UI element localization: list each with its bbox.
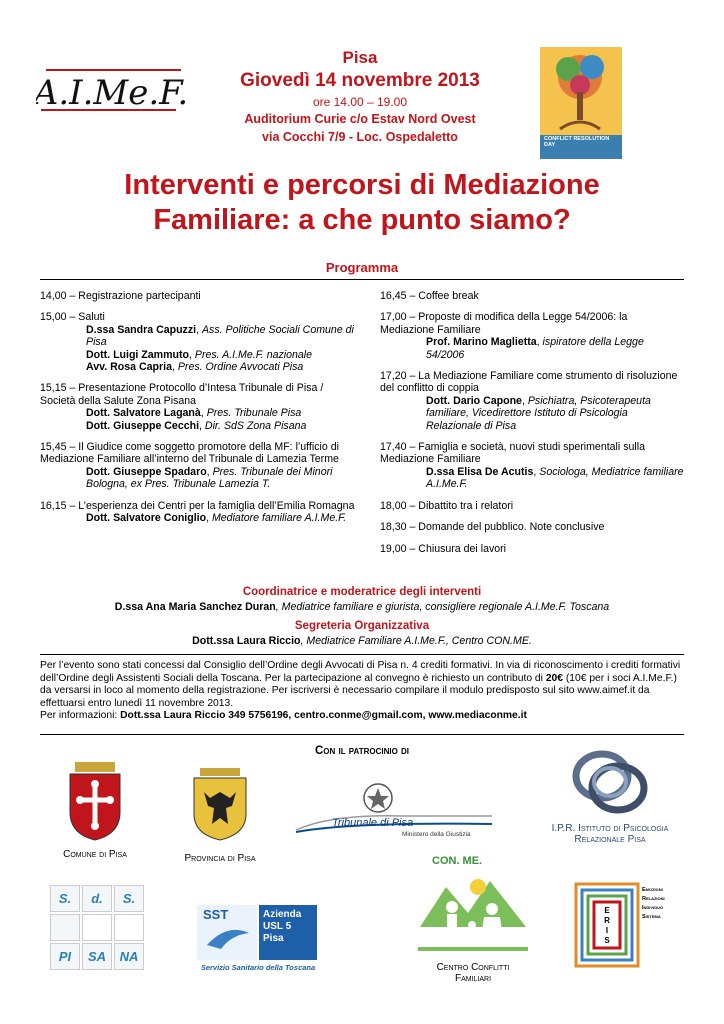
- speaker-name: Prof. Marino Maglietta: [426, 336, 537, 349]
- sst-logo: [197, 905, 319, 975]
- conme-title: CON. ME.: [432, 855, 483, 867]
- sst-line-1: Azienda: [263, 909, 302, 920]
- program-item-head: [40, 441, 360, 466]
- poster-caption: CONFLICT RESOLUTION DAY: [544, 136, 610, 148]
- eris-letter: S: [604, 936, 610, 945]
- eris-letter: E: [604, 906, 610, 915]
- program-speaker: [40, 512, 360, 524]
- program-item-head: [40, 382, 360, 407]
- info-divider-top: [40, 654, 684, 655]
- ipr-caption-2: Relazionale Pisa: [574, 834, 646, 845]
- event-city: Pisa: [342, 48, 378, 67]
- program-item: [380, 441, 684, 491]
- program-item-time: 17,40 –: [380, 441, 419, 454]
- centro-caption-1: Centro Conflitti: [436, 962, 510, 973]
- speaker-name: Dott. Salvatore Coniglio: [86, 512, 207, 525]
- speaker-name: Dott. Luigi Zammuto: [86, 348, 189, 361]
- program-item-text: La Mediazione Familiare come strumento di risoluzione del conflitto di coppia: [380, 370, 678, 395]
- program-item-head: [40, 290, 360, 302]
- program-item: [380, 543, 684, 555]
- program-item-time: 15,45 –: [40, 441, 79, 454]
- centro-caption-2: Familiari: [454, 973, 492, 984]
- speaker-name: Avv. Rosa Capria: [86, 361, 172, 374]
- programma-divider: [40, 279, 684, 280]
- ipr-knot-icon: [520, 748, 700, 818]
- speaker-name: Dott. Salvatore Laganà: [86, 407, 201, 420]
- program-item-head: [40, 311, 360, 323]
- eris-letter: I: [605, 926, 609, 935]
- event-time: ore 14.00 – 19.00: [312, 95, 408, 109]
- program-speaker: [380, 395, 684, 432]
- program-speaker: [40, 407, 360, 419]
- program-item-text: Presentazione Protocollo d’Intesa Tribunale di Pisa / Società della Salute Zona Pisana: [40, 382, 324, 407]
- sst-line-3: Pisa: [263, 933, 284, 944]
- program-item-time: 16,45 –: [380, 290, 419, 302]
- coordinatrice-line: [20, 601, 704, 613]
- speaker-sep: ,: [521, 394, 528, 407]
- speaker-role: Pres. Tribunale Pisa: [206, 407, 302, 420]
- speaker-role: Dir. SdS Zona Pisana: [204, 419, 307, 432]
- program-item-head: [380, 500, 684, 512]
- eris-letters: [601, 906, 613, 946]
- program-item-text: Il Giudice come soggetto promotore della MF: l’ufficio di Mediazione Familiare all’interno del Tribunale di Lamezia Terme: [40, 441, 339, 466]
- program-speaker: [380, 466, 684, 491]
- program-speaker: [40, 420, 360, 432]
- program-item-time: 17,00 –: [380, 311, 419, 324]
- program-item-time: 15,15 –: [40, 382, 79, 395]
- tribunale-caption: Tribunale di Pisa: [332, 817, 414, 829]
- comune-caption: Comune di Pisa: [63, 849, 127, 860]
- info-contact: Dott.ssa Laura Riccio 349 5756196, centro.conme@gmail.com, www.mediaconme.it: [120, 710, 527, 722]
- program-item-text: L’esperienza dei Centri per la famiglia dell’Emilia Romagna: [78, 499, 355, 512]
- ipr-logo: [520, 748, 700, 845]
- program-speaker: [40, 349, 360, 361]
- program-item-head: [380, 521, 684, 533]
- program-item-text: Chiusura dei lavori: [418, 542, 507, 555]
- comune-pisa-logo: [50, 760, 140, 860]
- sds-cell: S.: [114, 885, 144, 912]
- conme-logo: [418, 855, 528, 984]
- program-speaker: [40, 361, 360, 373]
- program-item: [40, 290, 360, 302]
- speaker-role: ispiratore della Legge 54/2006: [426, 336, 644, 361]
- program-item-head: [380, 441, 684, 466]
- eris-letter: R: [604, 916, 610, 925]
- program-left-column: [40, 290, 360, 534]
- segreteria-line: [20, 635, 704, 647]
- program-item-text: Domande del pubblico. Note conclusive: [418, 521, 605, 534]
- program-item: [380, 290, 684, 302]
- info-text-2: (10€ per i soci A.I.Me.F.) da versarsi in loco al momento della registrazione. Per iscriversi è necessario compilare il modulo predisposto sul sito www.aimef.it da effettuarsi entro lunedì 11 novembre 2013.: [40, 672, 677, 709]
- speaker-role: Pres. Tribunale dei Minori Bologna, ex Pres. Tribunale Lamezia T.: [86, 465, 333, 491]
- speaker-role: Pres. Ordine Avvocati Pisa: [177, 361, 304, 374]
- sst-acronym: SST: [203, 907, 229, 922]
- sds-grid: [50, 885, 146, 970]
- speaker-name: Dott. Dario Capone: [426, 394, 522, 407]
- sds-cell: SA: [82, 943, 112, 970]
- speaker-name: Dott. Giuseppe Cecchi: [86, 419, 200, 432]
- programma-heading: Programma: [325, 260, 399, 275]
- info-paragraph: [40, 660, 684, 723]
- program-item-head: [380, 543, 684, 555]
- program-item: [40, 500, 360, 525]
- program-item-time: 17,20 –: [380, 370, 419, 383]
- speaker-sep: ,: [206, 512, 212, 525]
- eris-word: Emozioni: [642, 887, 663, 893]
- program-item: [380, 521, 684, 533]
- eris-words: [642, 886, 684, 922]
- sds-logo: [50, 885, 146, 973]
- program-item: [40, 441, 360, 491]
- program-item-time: 19,00 –: [380, 542, 419, 555]
- family-icon: [418, 867, 528, 957]
- program-item-text: Dibattito tra i relatori: [418, 499, 514, 512]
- sds-cell: [82, 914, 112, 941]
- title-line-2: Familiare: a che punto siamo?: [153, 204, 571, 236]
- eris-word: Sistema: [642, 914, 661, 920]
- program-item-head: [380, 290, 684, 302]
- sds-cell: S.: [50, 885, 80, 912]
- program-item-time: 14,00 –: [40, 290, 79, 302]
- program-item-text: Famiglia e società, nuovi studi sperimentali sulla Mediazione Familiare: [380, 441, 645, 466]
- coordinatrice-heading: Coordinatrice e moderatrice degli interventi: [242, 586, 482, 598]
- program-item-text: Coffee break: [418, 290, 479, 302]
- speaker-name: D.ssa Elisa De Acutis: [426, 465, 534, 478]
- provincia-pisa-logo: [170, 768, 270, 864]
- sst-line-2: USL 5: [263, 921, 292, 932]
- coordinatrice-role: , Mediatrice familiare e giurista, consigliere regionale A.I.Me.F. Toscana: [275, 601, 610, 613]
- segreteria-role: , Mediatrice Familiare A.I.Me.F., Centro CON.ME.: [300, 635, 532, 647]
- program-item-head: [380, 311, 684, 336]
- eris-word: Individuo: [642, 905, 664, 911]
- conflict-resolution-poster: [540, 47, 622, 159]
- program-item-time: 18,30 –: [380, 521, 419, 534]
- speaker-role: Psichiatra, Psicoterapeuta familiare, Vicedirettore Istituto di Psicologia Relazionale di Pisa: [426, 394, 651, 432]
- sds-cell: [50, 914, 80, 941]
- program-item: [380, 500, 684, 512]
- speaker-sep: ,: [206, 465, 213, 478]
- program-item-text: Saluti: [78, 311, 105, 324]
- comune-crest-icon: [50, 760, 140, 842]
- speaker-name: D.ssa Sandra Capuzzi: [86, 323, 197, 336]
- sst-bird-box: [197, 905, 257, 960]
- program-item: [40, 311, 360, 373]
- speaker-sep: ,: [188, 348, 195, 361]
- sds-cell: NA: [114, 943, 144, 970]
- program-speaker: [40, 324, 360, 349]
- program-speaker: [40, 466, 360, 491]
- patrocinio-text: Con il patrocinio di: [314, 745, 410, 757]
- info-fee: 20€: [545, 672, 563, 684]
- program-item-head: [40, 500, 360, 512]
- program-item-time: 15,00 –: [40, 311, 79, 324]
- program-item-time: 18,00 –: [380, 499, 419, 512]
- sst-subcaption: Servizio Sanitario della Toscana: [200, 963, 316, 972]
- main-title: [0, 168, 724, 238]
- provincia-caption: Provincia di Pisa: [184, 853, 256, 864]
- event-date: Giovedì 14 novembre 2013: [240, 70, 480, 91]
- segreteria-name: Dott.ssa Laura Riccio: [192, 635, 301, 647]
- speaker-role: Mediatore familiare A.I.Me.F.: [211, 512, 347, 525]
- speaker-role: Ass. Politiche Sociali Comune di Pisa: [86, 323, 354, 349]
- sst-text-box: [259, 905, 317, 960]
- speaker-sep: ,: [199, 419, 205, 432]
- program-right-column: [380, 290, 684, 564]
- program-item-text: Proposte di modifica della Legge 54/2006: la Mediazione Familiare: [380, 311, 628, 336]
- program-item: [40, 382, 360, 432]
- program-speaker: [380, 336, 684, 361]
- event-venue: Auditorium Curie c/o Estav Nord Ovest: [244, 112, 476, 126]
- program-item-time: 16,15 –: [40, 499, 79, 512]
- speaker-sep: ,: [533, 465, 540, 478]
- segreteria-heading: Segreteria Organizzativa: [294, 620, 430, 632]
- program-item-text: Registrazione partecipanti: [78, 290, 201, 302]
- tribunale-logo: [292, 776, 492, 846]
- program-item-head: [380, 370, 684, 395]
- info-text-1: Per l’evento sono stati concessi dal Consiglio dell’Ordine degli Avvocati di Pisa n. 4 crediti formativi. In via di riconoscimento i crediti formativi dell’Ordine degli Assistenti Sociali della Toscana. Per la partecipazione al convegno è richiesto un contributo di: [40, 660, 681, 684]
- speaker-name: Dott. Giuseppe Spadaro: [86, 465, 207, 478]
- ipr-caption-1: I.P.R. Istituto di Psicologia: [551, 823, 669, 834]
- speaker-sep: ,: [171, 361, 178, 374]
- speaker-sep: ,: [200, 407, 207, 420]
- program-item: [380, 311, 684, 361]
- info-contact-label: Per informazioni:: [40, 710, 121, 722]
- event-address: via Cocchi 7/9 - Loc. Ospedaletto: [262, 130, 458, 144]
- eris-logo: [574, 880, 684, 970]
- eris-word: Relazioni: [642, 896, 665, 902]
- coordinatrice-name: D.ssa Ana Maria Sanchez Duran: [114, 601, 276, 613]
- sds-cell: [114, 914, 144, 941]
- speaker-sep: ,: [196, 323, 202, 336]
- aimef-logo-text: A.I.Me.F.: [36, 73, 186, 113]
- program-item: [380, 370, 684, 432]
- speaker-sep: ,: [536, 336, 543, 349]
- sds-cell: d.: [82, 885, 112, 912]
- speaker-role: Sociologa, Mediatrice familiare A.I.Me.F.: [426, 465, 684, 491]
- title-line-1: Interventi e percorsi di Mediazione: [124, 169, 600, 201]
- tribunale-subcaption: Ministero della Giustizia: [402, 831, 471, 838]
- provincia-crest-icon: [170, 768, 270, 842]
- speaker-role: Pres. A.I.Me.F. nazionale: [194, 348, 313, 361]
- sds-cell: PI: [50, 943, 80, 970]
- info-divider-bottom: [40, 734, 684, 735]
